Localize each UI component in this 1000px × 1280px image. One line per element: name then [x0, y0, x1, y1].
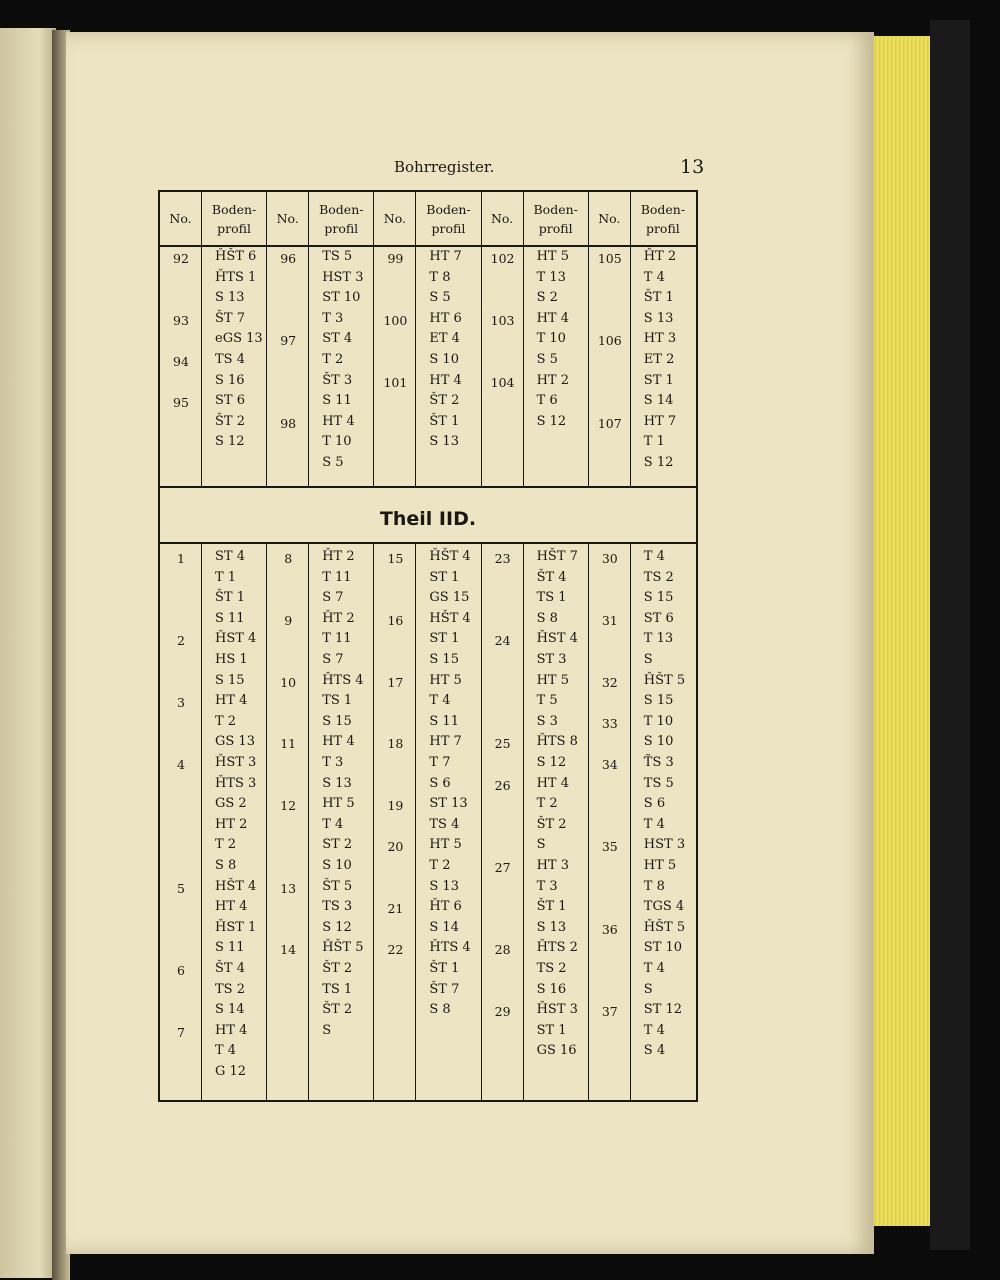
- header-profile: Boden- profil: [415, 192, 481, 247]
- column-rule: [373, 542, 374, 1100]
- column-rule: [201, 542, 202, 1100]
- page-number: 13: [680, 156, 705, 178]
- bottom-entry-no: 27: [494, 860, 511, 875]
- column-rule: [630, 542, 631, 1100]
- bottom-entry-no: 34: [601, 757, 618, 772]
- bottom-entry-profile: HT 5 T 4 S 11: [429, 672, 462, 729]
- section-rule-top: [160, 486, 696, 488]
- bottom-entry-profile: ȞTS 4 TS 1 S 15: [322, 672, 364, 729]
- bottom-entry-profile: HŠT 4 ST 1 S 15: [429, 610, 471, 667]
- top-entry-profile: ȞŠT 6 ȞTS 1 S 13: [215, 249, 257, 306]
- bottom-entry-profile: HST 3 HT 5 T 8 TGS 4: [643, 837, 686, 915]
- bottom-entry-no: 29: [494, 1004, 511, 1020]
- bottom-entry-no: 25: [494, 736, 511, 752]
- bottom-entry-profile: ȞST 3 ST 1 GS 16: [536, 1002, 578, 1059]
- bottom-entry-no: 21: [387, 901, 404, 917]
- left-page-sliver: [0, 28, 56, 1278]
- bottom-entry-no: 37: [601, 1004, 618, 1020]
- top-entry-profile: HT 4 T 10 S 5: [322, 413, 355, 470]
- bottom-entry-profile: ȞT 6 S 14: [429, 899, 462, 935]
- bottom-entry-profile: ȞT 2 T 11 S 7: [322, 610, 355, 667]
- bottom-entry-no: 24: [494, 633, 511, 649]
- column-rule: [588, 542, 589, 1100]
- running-head: Bohrregister.: [394, 158, 495, 176]
- top-entry-profile: HT 7 T 8 S 5: [429, 249, 462, 306]
- bottom-entry-no: 26: [494, 777, 511, 793]
- bottom-entry-profile: ȞŠT 5 ST 10 T 4 S: [643, 919, 686, 997]
- bottom-entry-profile: ST 12 T 4 S 4: [643, 1002, 683, 1059]
- column-rule: [266, 192, 267, 486]
- bottom-entry-no: 32: [601, 674, 618, 690]
- bottom-entry-profile: ST 13 TS 4: [429, 796, 468, 832]
- bottom-entry-no: 22: [387, 942, 404, 958]
- column-rule: [308, 542, 309, 1100]
- top-entry-no: 102: [490, 251, 515, 266]
- bottom-entry-no: 16: [387, 612, 404, 628]
- bottom-entry-no: 35: [601, 839, 618, 855]
- bottom-entry-no: 20: [387, 839, 404, 855]
- bottom-entry-profile: ȞST 4 HS 1 S 15: [215, 631, 257, 688]
- bottom-entry-no: 7: [177, 1024, 185, 1040]
- top-entry-no: 101: [383, 374, 408, 390]
- bottom-entry-no: 18: [387, 736, 404, 752]
- header-no: No.: [482, 192, 523, 247]
- bottom-entry-profile: HT 4 T 3 S 13: [322, 734, 355, 791]
- bottom-entry-no: 28: [494, 942, 511, 958]
- top-entry-no: 107: [597, 415, 622, 431]
- top-entry-no: 92: [173, 251, 189, 266]
- bottom-entry-profile: HT 5 T 2 S 13: [429, 837, 462, 894]
- bottom-entry-no: 12: [280, 798, 297, 814]
- header-profile: Boden- profil: [308, 192, 374, 247]
- book-cover: [930, 20, 970, 1250]
- bottom-entry-profile: ȞTS 4 ŠT 1 ŠT 7 S 8: [429, 940, 471, 1018]
- bottom-entry-no: 13: [280, 880, 297, 896]
- top-entry-profile: ST 4 T 2 ŠT 3 S 11: [322, 331, 353, 409]
- column-rule: [588, 192, 589, 486]
- bottom-entry-no: 17: [387, 674, 404, 690]
- top-entry-no: 97: [280, 333, 297, 349]
- top-entry-no: 96: [280, 251, 297, 266]
- bottom-entry-profile: T̃S 3 TS 5 S 6 T 4: [643, 755, 674, 832]
- header-no: No.: [374, 192, 415, 247]
- header-profile: Boden- profil: [201, 192, 267, 247]
- bottom-entry-profile: ȞŠT 5 S 15: [643, 672, 686, 709]
- column-rule: [308, 192, 309, 486]
- top-entry-profile: TS 5 HST 3 ST 10 T 3: [322, 249, 364, 326]
- page-edge: [872, 36, 934, 1226]
- bottom-entry-no: 30: [601, 551, 618, 566]
- top-entry-no: 106: [597, 333, 622, 349]
- header-no: No.: [160, 192, 201, 247]
- bottom-entry-profile: ȞŠT 4 ST 1 GS 15: [429, 549, 471, 606]
- top-entry-profile: ST 6 ŠT 2 S 12: [215, 393, 245, 450]
- bottom-entry-profile: ȞT 2 T 11 S 7: [322, 549, 355, 606]
- top-entry-profile: HT 2 T 6 S 12: [536, 372, 570, 429]
- column-rule: [415, 542, 416, 1100]
- top-entry-profile: HT 7 T 1 S 12: [643, 413, 677, 470]
- column-rule: [523, 542, 524, 1100]
- column-rule: [201, 192, 202, 486]
- section-title: Theil IID.: [379, 508, 477, 530]
- bottom-entry-no: 11: [280, 736, 297, 752]
- column-rule: [481, 192, 482, 486]
- top-entry-profile: HT 4 T 10 S 5: [536, 310, 570, 367]
- column-rule: [481, 542, 482, 1100]
- top-entry-no: 98: [280, 415, 297, 431]
- top-entry-no: 105: [597, 251, 622, 266]
- column-rule: [630, 192, 631, 486]
- top-entry-no: 93: [173, 312, 189, 328]
- top-entry-profile: ŠT 7 eGS 13: [215, 310, 263, 347]
- bottom-entry-profile: HT 4 T 4 G 12: [215, 1022, 248, 1079]
- bottom-entry-profile: HT 7 T 7 S 6: [429, 734, 462, 791]
- bottom-entry-profile: ŠT 5 TS 3 S 12: [322, 878, 353, 935]
- bottom-entry-no: 33: [601, 715, 618, 731]
- header-profile: Boden- profil: [523, 192, 589, 247]
- top-entry-no: 95: [173, 395, 189, 411]
- bottom-entry-no: 6: [177, 963, 185, 978]
- bottom-entry-no: 5: [177, 880, 185, 896]
- header-profile: Boden- profil: [630, 192, 696, 247]
- bottom-entry-no: 36: [601, 921, 618, 937]
- bottom-entry-profile: ST 4 T 1 ŠT 1 S 11: [215, 549, 245, 626]
- bottom-entry-profile: ȞST 3 ȞTS 3 GS 2 HT 2 T 2 S 8: [215, 755, 257, 873]
- bottom-entry-profile: ŠT 4 TS 2 S 14: [215, 961, 245, 1018]
- bottom-entry-no: 1: [177, 551, 185, 566]
- column-rule: [523, 192, 524, 486]
- bottom-entry-no: 19: [387, 798, 404, 814]
- bottom-entry-no: 14: [280, 942, 297, 958]
- bottom-entry-profile: ST 6 T 13 S: [643, 610, 674, 667]
- bottom-entry-no: 2: [177, 633, 185, 649]
- top-entry-profile: HT 4 ŠT 2 ŠT 1 S 13: [429, 372, 462, 450]
- bottom-entry-profile: HT 4 T 2 GS 13: [215, 693, 255, 750]
- bore-register-table: [158, 190, 698, 1102]
- bottom-entry-profile: ȞST 4 ST 3 HT 5 T 5 S 3: [536, 631, 578, 729]
- bottom-entry-no: 31: [601, 612, 618, 628]
- header-no: No.: [589, 192, 630, 247]
- header-no: No.: [267, 192, 308, 247]
- bottom-entry-profile: HŠT 4 HT 4 ȞST 1 S 11: [215, 878, 257, 956]
- top-entry-no: 99: [387, 251, 404, 266]
- bottom-entry-no: 10: [280, 674, 297, 690]
- top-entry-profile: HT 6 ET 4 S 10: [429, 310, 462, 367]
- column-rule: [415, 192, 416, 486]
- bottom-entry-no: 23: [494, 551, 511, 566]
- bottom-entry-no: 8: [284, 551, 293, 566]
- top-entry-no: 100: [383, 312, 408, 328]
- bottom-entry-profile: HT 5 T 4 ST 2 S 10: [322, 796, 355, 873]
- bottom-entry-profile: T 10 S 10: [643, 713, 674, 750]
- bottom-entry-profile: ȞŠT 5 ŠT 2 TS 1 ŠT 2 S: [322, 940, 364, 1038]
- section-rule-bottom: [160, 542, 696, 544]
- bottom-entry-no: 9: [284, 612, 293, 628]
- top-entry-no: 103: [490, 312, 515, 328]
- top-entry-no: 104: [490, 374, 515, 390]
- top-entry-no: 94: [173, 354, 189, 369]
- top-entry-profile: TS 4 S 16: [215, 352, 245, 388]
- top-entry-profile: HT 3 ET 2 ST 1 S 14: [643, 331, 677, 409]
- bottom-entry-no: 15: [387, 551, 404, 566]
- bottom-entry-profile: HŠT 7 ŠT 4 TS 1 S 8: [536, 549, 578, 626]
- bottom-entry-no: 4: [177, 757, 185, 772]
- column-rule: [266, 542, 267, 1100]
- bottom-entry-no: 3: [177, 695, 185, 711]
- bottom-entry-profile: ȞTS 2 TS 2 S 16: [536, 940, 578, 997]
- top-entry-profile: HT 5 T 13 S 2: [536, 249, 570, 306]
- bottom-entry-profile: ȞTS 8 S 12: [536, 734, 578, 770]
- bottom-entry-profile: HT 3 T 3 ŠT 1 S 13: [536, 858, 570, 935]
- top-entry-profile: ȞT 2 T 4 ŠT 1 S 13: [643, 249, 677, 326]
- bottom-entry-profile: T 4 TS 2 S 15: [643, 549, 674, 606]
- column-rule: [373, 192, 374, 486]
- bottom-entry-profile: HT 4 T 2 ŠT 2 S: [536, 775, 570, 853]
